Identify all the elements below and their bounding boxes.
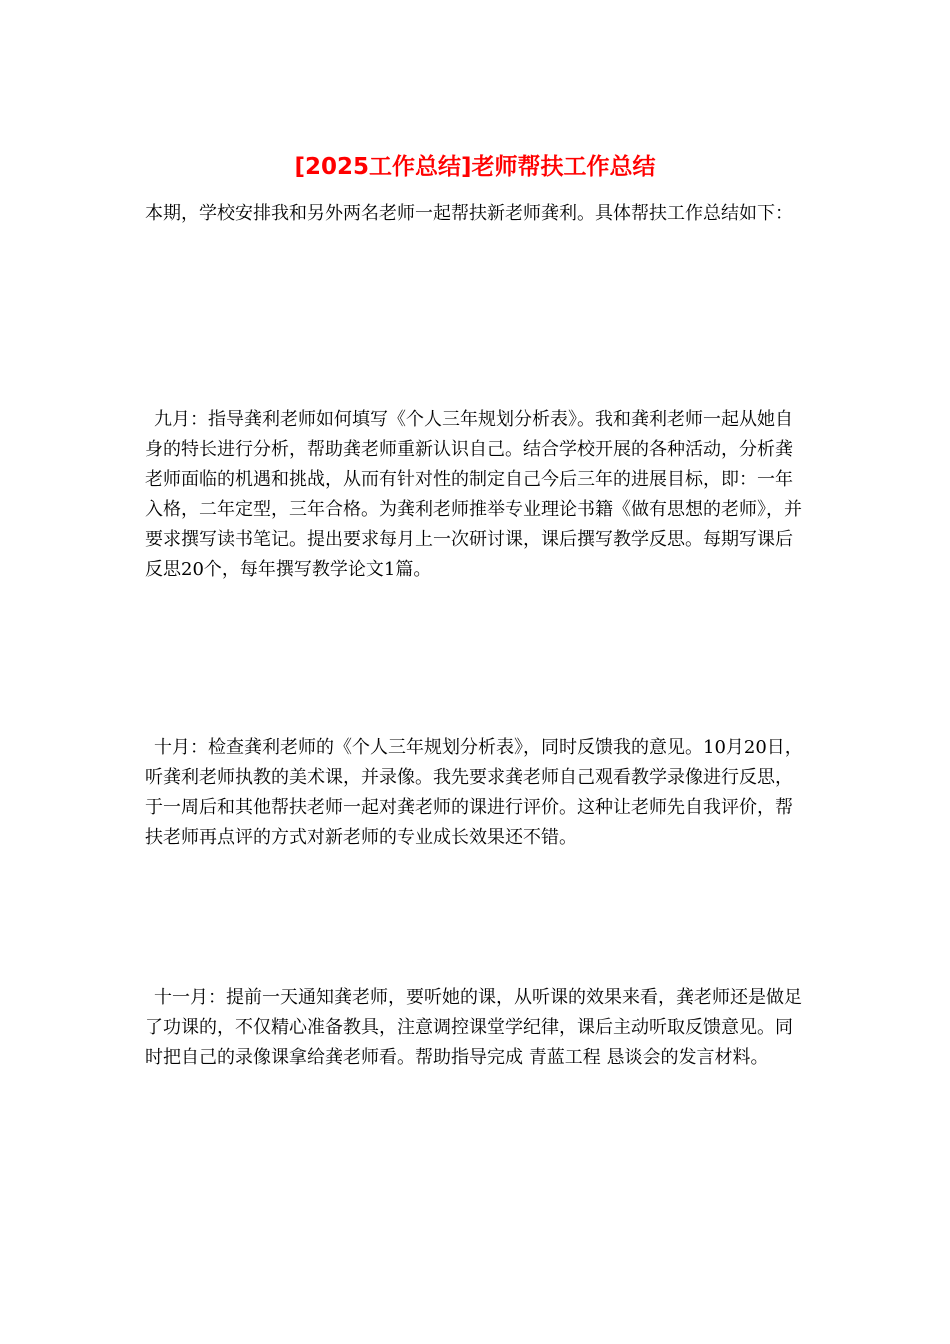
october-paragraph: 十月：检查龚利老师的《个人三年规划分析表》，同时反馈我的意见。10月20日，听龚利老师执教的美术课，并录像。我先要求龚老师自己观看教学录像进行反思，于一周后和其他帮扶老师一起对龚老师的课进行评价。这种让老师先自我评价，帮扶老师再点评的方式对新老师的专业成长效果还不错。 bbox=[145, 737, 803, 848]
november-paragraph: 十一月：提前一天通知龚老师，要听她的课，从听课的效果来看，龚老师还是做足了功课的，不仅精心准备教具，注意调控课堂学纪律，课后主动听取反馈意见。同时把自己的录像课拿给龚老师看。帮助指导完成 青蓝工程 恳谈会的发言材料。 bbox=[145, 987, 802, 1068]
intro-paragraph: 本期，学校安排我和另外两名老师一起帮扶新老师龚利。具体帮扶工作总结如下： bbox=[145, 203, 793, 224]
september-paragraph: 九月：指导龚利老师如何填写《个人三年规划分析表》。我和龚利老师一起从她自身的特长进行分析，帮助龚老师重新认识自己。结合学校开展的各种活动，分析龚老师面临的机遇和挑战，从而有针对性的制定自己今后三年的进展目标，即：一年入格，二年定型，三年合格。为龚利老师推举专业理论书籍《做有思想的老师》，并要求撰写读书笔记。提出要求每月上一次研讨课，课后撰写教学反思。每期写课后反思20个，每年撰写教学论文1篇。 bbox=[145, 409, 802, 580]
document-title: [2025工作总结]老师帮扶工作总结 bbox=[294, 154, 656, 180]
